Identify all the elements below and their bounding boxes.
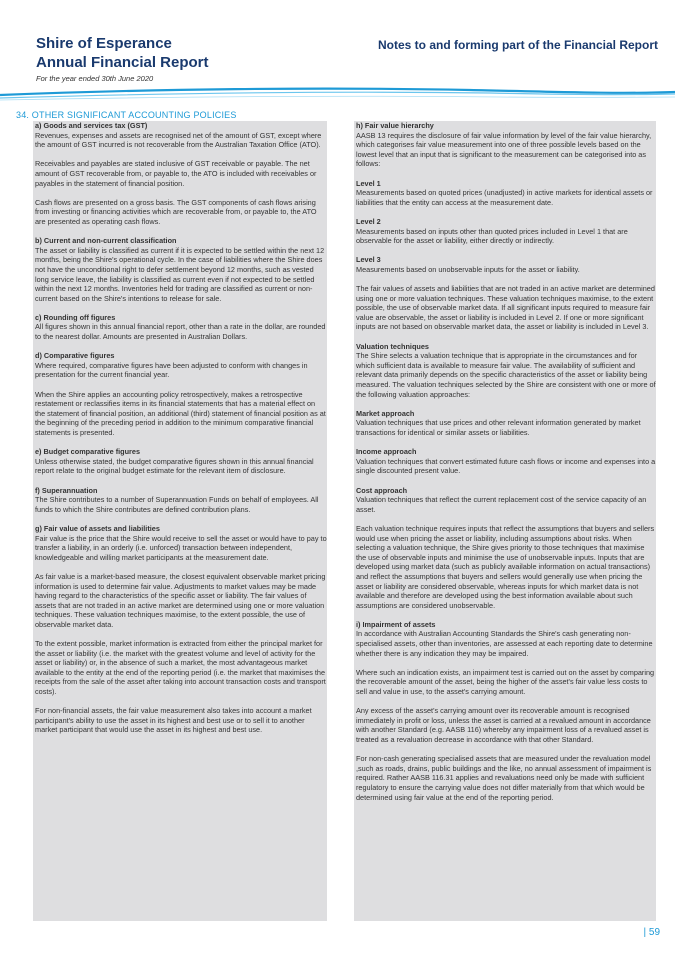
paragraph: The Shire contributes to a number of Superannuation Funds on behalf of employees. All funds to which the Shire contributes are defined contribution plans. [35,495,319,514]
paragraph: The fair values of assets and liabilities that are not traded in an active market are determined using one or more valuation techniques. These valuation techniques maximise, to the extent possible, the use of observable market data. If all significant inputs required to measure fair value are observable, the asset or liability is included in Level 2. If one or more significant inputs are not based on observable market data, the asset or liability is included in Level 3. [356,284,655,332]
paragraph: AASB 13 requires the disclosure of fair value information by level of the fair value hierarchy, which categorises fair value measurement into one of three possible levels based on the lowest level that an input that is significant to the measurement can be categorised into as follows: [356,130,652,169]
page-number: | 59 [643,927,660,938]
heading-gst: a) Goods and services tax (GST) [35,121,148,130]
paragraph: Receivables and payables are stated inclusive of GST receivable or payable. The net amount of GST recoverable from, or payable to, the ATO is included with receivables or payables in the statement of financial position. [35,159,317,188]
report-header [36,35,209,83]
paragraph: Measurements based on inputs other than quoted prices included in Level 1 that are observable for the asset or liability, either directly or indirectly. [356,226,628,246]
paragraph: For non-cash generating specialised assets that are measured under the revaluation model ,such as roads, drains, public buildings and the like, no annual assessment of impairment is required. Rather AASB 116.31 applies and revaluations need only be made with sufficient regulatory to ensure the carrying value does not differ materially from that which would be determined using fair value at the end of the reporting period. [356,754,652,802]
paragraph: Cash flows are presented on a gross basis. The GST components of cash flows arising from investing or financing activities which are recoverable from, or payable to, the ATO are presented as operating cash flows. [35,197,317,226]
report-title: Annual Financial Report [36,54,209,71]
heading-current-classification: b) Current and non-current classification [35,236,177,246]
heading-impairment: i) Impairment of assets [356,619,436,629]
paragraph: The Shire selects a valuation technique that is appropriate in the circumstances and for which sufficient data is available to measure fair value. The availability of sufficient and relevant data primarily depends on the specific characteristics of the asset or liability being measured. The valuation techniques selected by the Shire are consistent with one or more of the following valuation approaches: [356,351,656,399]
left-column [33,121,327,921]
heading-budget: e) Budget comparative figures [35,447,141,457]
heading-fair-value: g) Fair value of assets and liabilities [35,523,160,533]
right-column [354,121,656,921]
heading-cost-approach: Cost approach [356,485,408,495]
heading-market-approach: Market approach [356,408,415,418]
paragraph: In accordance with Australian Accounting Standards the Shire's cash generating non-specialised assets, other than inventories, are assessed at each reporting date to determine whether there is any indication they may be impaired. [356,629,653,658]
paragraph: Valuation techniques that use prices and other relevant information generated by market transactions for identical or similar assets or liabilities. [356,418,641,437]
heading-hierarchy: h) Fair value hierarchy [356,121,434,130]
paragraph: Measurements based on quoted prices (unadjusted) in active markets for identical assets or liabilities that the entity can access at the measurement date. [356,188,653,207]
paragraph: Where required, comparative figures have been adjusted to conform with changes in presentation for the current financial year. [35,360,308,380]
report-period: For the year ended 30th June 2020 [36,74,154,83]
paragraph: Valuation techniques that reflect the current replacement cost of the service capacity of an asset. [356,495,647,514]
header-wave-decoration [0,82,675,104]
paragraph: Unless otherwise stated, the budget comparative figures shown in this annual financial report relate to the original budget estimate for the relevant item of disclosure. [35,456,314,476]
organisation-name: Shire of Esperance [36,35,172,52]
notes-title: Notes to and forming part of the Financial Report [377,38,658,52]
paragraph: Valuation techniques that convert estimated future cash flows or income and expenses into a single discounted present value. [356,456,656,476]
heading-rounding: c) Rounding off figures [35,312,116,322]
paragraph: Fair value is the price that the Shire would receive to sell the asset or would have to pay to transfer a liability, in an orderly (i.e. unforced) transaction between independent, knowledgeable and willing market participants at the measurement date. [35,533,327,562]
paragraph: When the Shire applies an accounting policy retrospectively, makes a retrospective restatement or reclassifies items in its financial statements that has a material effect on the statement of financial position, an additional (third) statement of financial position as at the beginning of the preceding period in addition to the minimum comparative financial statements is presented. [35,389,326,437]
paragraph: Where such an indication exists, an impairment test is carried out on the asset by comparing the recoverable amount of the asset, being the higher of the asset's fair value less costs to sell and value in use, to the asset's carrying amount. [356,667,655,697]
paragraph: The asset or liability is classified as current if it is expected to be settled within the next 12 months, being the Shire's operational cycle. In the case of liabilities where the Shire does not have the unconditional right to defer settlement beyond 12 months, such as vested long service leave, the liability is classified as current even if not expected to be settled within the next 12 months. Inventories held for trading are classified as current or non-current based on the Shire's intentions to release for sale. [35,245,325,303]
paragraph: Any excess of the asset's carrying amount over its recoverable amount is recognised immediately in profit or loss, unless the asset is carried at a revalued amount in accordance with another Standard (e.g. AASB 116) whereby any impairment loss of a revalued asset is treated as a revaluation decrease in accordance with that other Standard. [356,706,651,744]
heading-valuation-techniques: Valuation techniques [356,341,429,351]
paragraph: All figures shown in this annual financial report, other than a rate in the dollar, are rounded to the nearest dollar. Amounts are presented in Australian Dollars. [35,322,326,342]
heading-level-1: Level 1 [356,178,381,188]
paragraph: As fair value is a market-based measure, the closest equivalent observable market pricing information is used to determine fair value. Adjustments to market values may be made having regard to the characteristics of the specific asset or liability. The fair values of assets that are not traded in an active market are determined using one or more valuation techniques. These valuation techniques maximise, to the extent possible, the use of observable market data. [35,571,326,629]
paragraph: For non-financial assets, the fair value measurement also takes into account a market participant's ability to use the asset in its highest and best use or to sell it to another market participant that would use the asset in its highest and best use. [35,706,312,735]
paragraph: Each valuation technique requires inputs that reflect the assumptions that buyers and sellers would use when pricing the asset or liability, including assumptions about risks. When selecting a valuation technique, the Shire gives priority to those techniques that maximise the use of observable inputs and minimise the use of unobservable inputs. Inputs that are developed using market data (such as publicly available information on actual transactions) and reflect the assumptions that buyers and sellers would generally use when pricing the asset or liability are considered observable, whereas inputs for which market data is not available and therefore are developed using the best information available about such assumptions are considered unobservable. [356,523,655,610]
heading-superannuation: f) Superannuation [35,485,98,495]
paragraph: Measurements based on unobservable inputs for the asset or liability. [356,264,580,274]
heading-level-2: Level 2 [356,216,381,226]
paragraph: Revenues, expenses and assets are recognised net of the amount of GST, except where the amount of GST incurred is not recoverable from the Australian Taxation Office (ATO). [35,130,322,150]
section-title: 34. OTHER SIGNIFICANT ACCOUNTING POLICIES [16,110,237,120]
heading-income-approach: Income approach [356,447,417,457]
heading-comparative: d) Comparative figures [35,351,115,361]
heading-level-3: Level 3 [356,255,381,265]
paragraph: To the extent possible, market information is extracted from either the principal market for the asset or liability (i.e. the market with the greatest volume and level of activity for the asset or liability) or, in the absence of such a market, the most advantageous market available to the entity at the end of the reporting period (i.e. the market that maximises the receipts from the sale of the asset after taking into account transaction costs and transport costs). [35,639,326,697]
